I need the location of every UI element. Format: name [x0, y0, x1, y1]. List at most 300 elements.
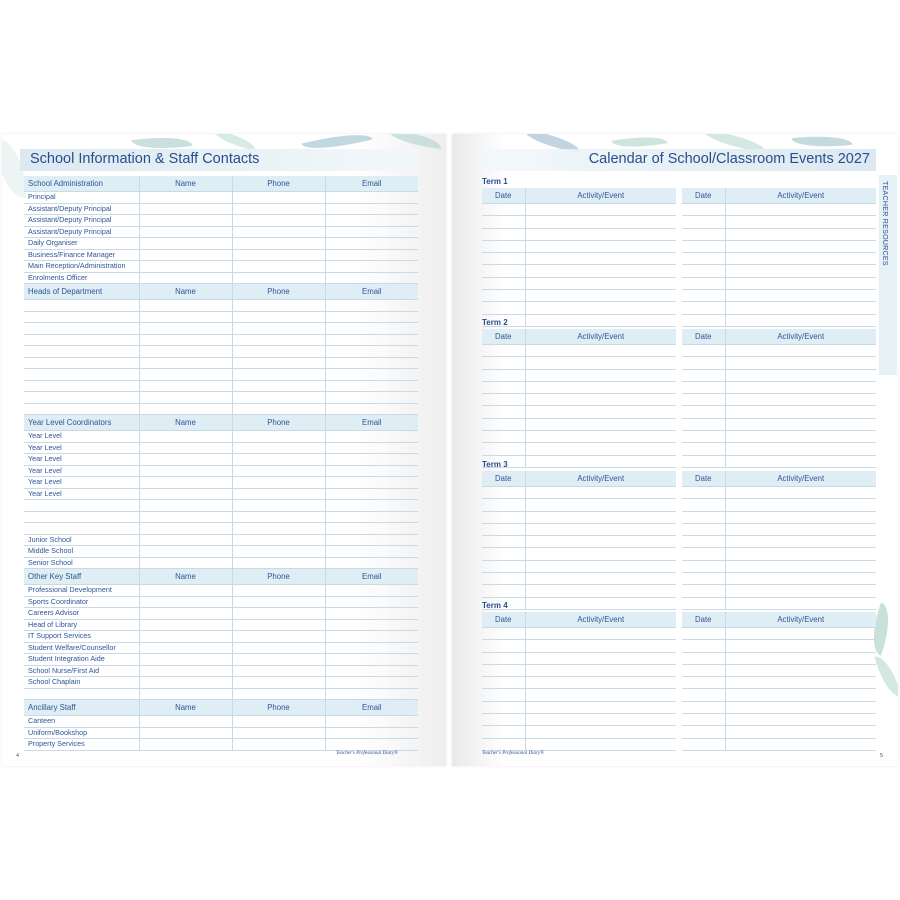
event-cell[interactable] [725, 573, 876, 585]
date-cell[interactable] [482, 431, 525, 443]
entry-cell[interactable] [325, 226, 418, 238]
entry-cell[interactable] [232, 249, 325, 261]
date-cell[interactable] [682, 726, 725, 738]
date-cell[interactable] [682, 499, 725, 511]
event-cell[interactable] [725, 290, 876, 302]
entry-cell[interactable] [232, 380, 325, 392]
entry-cell[interactable] [232, 192, 325, 204]
entry-cell[interactable] [139, 272, 232, 284]
date-cell[interactable] [682, 652, 725, 664]
entry-cell[interactable] [232, 334, 325, 346]
event-cell[interactable] [725, 640, 876, 652]
event-cell[interactable] [725, 487, 876, 499]
event-cell[interactable] [725, 536, 876, 548]
event-cell[interactable] [525, 277, 676, 289]
entry-cell[interactable] [325, 192, 418, 204]
entry-cell[interactable] [325, 546, 418, 558]
date-cell[interactable] [682, 560, 725, 572]
event-cell[interactable] [725, 431, 876, 443]
entry-cell[interactable] [325, 665, 418, 677]
event-cell[interactable] [525, 253, 676, 265]
entry-cell[interactable] [139, 192, 232, 204]
entry-cell[interactable] [139, 346, 232, 358]
entry-cell[interactable] [232, 619, 325, 631]
date-cell[interactable] [682, 418, 725, 430]
entry-cell[interactable] [325, 488, 418, 500]
entry-cell[interactable] [232, 500, 325, 512]
entry-cell[interactable] [325, 477, 418, 489]
event-cell[interactable] [525, 455, 676, 467]
event-cell[interactable] [525, 357, 676, 369]
entry-cell[interactable] [325, 465, 418, 477]
date-cell[interactable] [682, 216, 725, 228]
date-cell[interactable] [482, 677, 525, 689]
entry-cell[interactable] [139, 249, 232, 261]
event-cell[interactable] [525, 265, 676, 277]
event-cell[interactable] [725, 228, 876, 240]
entry-cell[interactable] [325, 380, 418, 392]
entry-cell[interactable] [232, 442, 325, 454]
entry-cell[interactable] [325, 261, 418, 273]
date-cell[interactable] [482, 265, 525, 277]
entry-cell[interactable] [232, 608, 325, 620]
entry-cell[interactable] [232, 557, 325, 569]
event-cell[interactable] [525, 345, 676, 357]
date-cell[interactable] [482, 357, 525, 369]
entry-cell[interactable] [325, 369, 418, 381]
date-cell[interactable] [482, 443, 525, 455]
entry-cell[interactable] [325, 238, 418, 250]
entry-cell[interactable] [325, 403, 418, 415]
event-cell[interactable] [725, 585, 876, 597]
event-cell[interactable] [525, 216, 676, 228]
entry-cell[interactable] [325, 557, 418, 569]
event-cell[interactable] [525, 204, 676, 216]
date-cell[interactable] [482, 369, 525, 381]
entry-cell[interactable] [232, 534, 325, 546]
date-cell[interactable] [482, 573, 525, 585]
event-cell[interactable] [525, 652, 676, 664]
entry-cell[interactable] [232, 631, 325, 643]
entry-cell[interactable] [325, 585, 418, 597]
date-cell[interactable] [482, 714, 525, 726]
entry-cell[interactable] [139, 380, 232, 392]
row-label: Careers Advisor [24, 608, 139, 620]
entry-cell[interactable] [325, 596, 418, 608]
date-cell[interactable] [682, 394, 725, 406]
entry-cell[interactable] [325, 215, 418, 227]
entry-cell[interactable] [139, 688, 232, 700]
event-cell[interactable] [525, 406, 676, 418]
event-cell[interactable] [525, 726, 676, 738]
entry-cell[interactable] [139, 431, 232, 443]
entry-cell[interactable] [325, 346, 418, 358]
date-cell[interactable] [482, 628, 525, 640]
event-cell[interactable] [525, 302, 676, 314]
event-cell[interactable] [525, 487, 676, 499]
event-cell[interactable] [525, 597, 676, 609]
entry-cell[interactable] [139, 357, 232, 369]
date-cell[interactable] [482, 652, 525, 664]
date-cell[interactable] [482, 560, 525, 572]
entry-cell[interactable] [325, 249, 418, 261]
date-cell[interactable] [682, 369, 725, 381]
date-cell[interactable] [482, 228, 525, 240]
table-row [482, 302, 676, 314]
date-cell[interactable] [682, 738, 725, 750]
entry-cell[interactable] [232, 465, 325, 477]
event-cell[interactable] [725, 738, 876, 750]
date-cell[interactable] [682, 664, 725, 676]
event-cell[interactable] [725, 677, 876, 689]
entry-cell[interactable] [232, 300, 325, 312]
table-row [682, 536, 876, 548]
section-header-row [24, 284, 418, 300]
event-cell[interactable] [725, 714, 876, 726]
event-cell[interactable] [525, 381, 676, 393]
event-cell[interactable] [525, 511, 676, 523]
event-cell[interactable] [525, 240, 676, 252]
date-cell[interactable] [482, 290, 525, 302]
date-cell[interactable] [482, 345, 525, 357]
table-row [482, 394, 676, 406]
entry-cell[interactable] [232, 511, 325, 523]
date-cell[interactable] [482, 253, 525, 265]
event-cell[interactable] [725, 253, 876, 265]
event-cell[interactable] [725, 369, 876, 381]
event-cell[interactable] [525, 664, 676, 676]
event-cell[interactable] [525, 689, 676, 701]
entry-cell[interactable] [139, 739, 232, 751]
event-cell[interactable] [525, 640, 676, 652]
date-cell[interactable] [682, 228, 725, 240]
date-cell[interactable] [482, 240, 525, 252]
date-cell[interactable] [682, 548, 725, 560]
entry-cell[interactable] [139, 546, 232, 558]
entry-cell[interactable] [232, 642, 325, 654]
entry-cell[interactable] [232, 403, 325, 415]
event-cell[interactable] [725, 302, 876, 314]
event-cell[interactable] [725, 443, 876, 455]
entry-cell[interactable] [325, 334, 418, 346]
entry-cell[interactable] [325, 523, 418, 535]
entry-cell[interactable] [232, 238, 325, 250]
entry-cell[interactable] [139, 608, 232, 620]
date-cell[interactable] [682, 253, 725, 265]
date-cell[interactable] [482, 277, 525, 289]
entry-cell[interactable] [139, 654, 232, 666]
entry-cell[interactable] [325, 677, 418, 689]
entry-cell[interactable] [139, 619, 232, 631]
date-cell[interactable] [682, 536, 725, 548]
date-cell[interactable] [482, 302, 525, 314]
entry-cell[interactable] [139, 727, 232, 739]
date-cell[interactable] [682, 597, 725, 609]
date-cell[interactable] [482, 499, 525, 511]
entry-cell[interactable] [139, 334, 232, 346]
table-row [24, 215, 418, 227]
date-cell[interactable] [482, 487, 525, 499]
date-cell[interactable] [482, 689, 525, 701]
entry-cell[interactable] [139, 311, 232, 323]
entry-cell[interactable] [139, 585, 232, 597]
entry-cell[interactable] [325, 642, 418, 654]
date-cell[interactable] [482, 394, 525, 406]
event-cell[interactable] [725, 548, 876, 560]
date-cell[interactable] [682, 689, 725, 701]
event-cell[interactable] [525, 418, 676, 430]
date-cell[interactable] [682, 204, 725, 216]
event-cell[interactable] [525, 536, 676, 548]
entry-cell[interactable] [232, 654, 325, 666]
entry-cell[interactable] [325, 739, 418, 751]
entry-cell[interactable] [232, 392, 325, 404]
event-cell[interactable] [525, 523, 676, 535]
entry-cell[interactable] [139, 500, 232, 512]
event-cell[interactable] [525, 548, 676, 560]
entry-cell[interactable] [325, 203, 418, 215]
entry-cell[interactable] [139, 403, 232, 415]
entry-cell[interactable] [325, 357, 418, 369]
table-row [682, 560, 876, 572]
date-cell[interactable] [482, 664, 525, 676]
event-cell[interactable] [725, 357, 876, 369]
event-cell[interactable] [725, 418, 876, 430]
event-cell[interactable] [725, 499, 876, 511]
date-cell[interactable] [682, 455, 725, 467]
event-cell[interactable] [525, 314, 676, 326]
entry-cell[interactable] [325, 654, 418, 666]
entry-cell[interactable] [325, 454, 418, 466]
date-cell[interactable] [482, 216, 525, 228]
entry-cell[interactable] [139, 665, 232, 677]
event-cell[interactable] [725, 726, 876, 738]
date-cell[interactable] [482, 406, 525, 418]
event-cell[interactable] [725, 597, 876, 609]
entry-cell[interactable] [232, 272, 325, 284]
date-cell[interactable] [682, 290, 725, 302]
entry-cell[interactable] [232, 261, 325, 273]
entry-cell[interactable] [232, 346, 325, 358]
date-cell[interactable] [682, 381, 725, 393]
entry-cell[interactable] [139, 261, 232, 273]
event-cell[interactable] [725, 204, 876, 216]
event-cell[interactable] [725, 277, 876, 289]
entry-cell[interactable] [232, 215, 325, 227]
date-cell[interactable] [482, 738, 525, 750]
event-cell[interactable] [525, 499, 676, 511]
event-cell[interactable] [725, 689, 876, 701]
table-row [24, 346, 418, 358]
entry-cell[interactable] [325, 442, 418, 454]
event-cell[interactable] [725, 265, 876, 277]
event-cell[interactable] [725, 216, 876, 228]
entry-cell[interactable] [325, 272, 418, 284]
date-cell[interactable] [682, 240, 725, 252]
entry-cell[interactable] [232, 323, 325, 335]
date-cell[interactable] [682, 406, 725, 418]
event-cell[interactable] [725, 314, 876, 326]
entry-cell[interactable] [325, 311, 418, 323]
event-cell[interactable] [725, 652, 876, 664]
date-cell[interactable] [682, 523, 725, 535]
entry-cell[interactable] [139, 557, 232, 569]
entry-cell[interactable] [232, 369, 325, 381]
entry-cell[interactable] [139, 454, 232, 466]
entry-cell[interactable] [232, 546, 325, 558]
entry-cell[interactable] [325, 716, 418, 728]
entry-cell[interactable] [139, 392, 232, 404]
entry-cell[interactable] [232, 716, 325, 728]
event-cell[interactable] [725, 560, 876, 572]
entry-cell[interactable] [325, 500, 418, 512]
event-cell[interactable] [725, 511, 876, 523]
event-cell[interactable] [525, 585, 676, 597]
date-cell[interactable] [682, 302, 725, 314]
entry-cell[interactable] [139, 300, 232, 312]
event-cell[interactable] [725, 701, 876, 713]
date-cell[interactable] [682, 487, 725, 499]
date-cell[interactable] [682, 511, 725, 523]
entry-cell[interactable] [139, 534, 232, 546]
event-cell[interactable] [525, 369, 676, 381]
entry-cell[interactable] [139, 238, 232, 250]
event-cell[interactable] [725, 345, 876, 357]
date-cell[interactable] [682, 714, 725, 726]
event-cell[interactable] [525, 290, 676, 302]
date-cell[interactable] [482, 536, 525, 548]
entry-cell[interactable] [232, 665, 325, 677]
date-cell[interactable] [682, 573, 725, 585]
event-cell[interactable] [525, 228, 676, 240]
event-cell[interactable] [725, 381, 876, 393]
event-cell[interactable] [525, 714, 676, 726]
date-cell[interactable] [682, 277, 725, 289]
event-cell[interactable] [525, 677, 676, 689]
entry-cell[interactable] [232, 311, 325, 323]
date-cell[interactable] [682, 701, 725, 713]
date-cell[interactable] [482, 585, 525, 597]
entry-cell[interactable] [139, 465, 232, 477]
entry-cell[interactable] [232, 477, 325, 489]
entry-cell[interactable] [325, 300, 418, 312]
event-cell[interactable] [525, 443, 676, 455]
column-header-date: Date [682, 329, 725, 345]
entry-cell[interactable] [325, 688, 418, 700]
date-cell[interactable] [482, 381, 525, 393]
event-cell[interactable] [725, 455, 876, 467]
entry-cell[interactable] [139, 716, 232, 728]
entry-cell[interactable] [325, 608, 418, 620]
entry-cell[interactable] [232, 585, 325, 597]
entry-cell[interactable] [325, 727, 418, 739]
date-cell[interactable] [682, 640, 725, 652]
date-cell[interactable] [682, 443, 725, 455]
entry-cell[interactable] [232, 739, 325, 751]
date-cell[interactable] [482, 523, 525, 535]
date-cell[interactable] [482, 726, 525, 738]
entry-cell[interactable] [139, 677, 232, 689]
column-header-name: Name [139, 415, 232, 431]
date-cell[interactable] [482, 640, 525, 652]
date-cell[interactable] [682, 585, 725, 597]
entry-cell[interactable] [139, 442, 232, 454]
entry-cell[interactable] [232, 727, 325, 739]
entry-cell[interactable] [232, 688, 325, 700]
entry-cell[interactable] [232, 596, 325, 608]
date-cell[interactable] [482, 701, 525, 713]
entry-cell[interactable] [325, 431, 418, 443]
date-cell[interactable] [682, 431, 725, 443]
date-cell[interactable] [682, 628, 725, 640]
entry-cell[interactable] [139, 523, 232, 535]
event-cell[interactable] [725, 628, 876, 640]
event-cell[interactable] [525, 573, 676, 585]
entry-cell[interactable] [139, 596, 232, 608]
event-cell[interactable] [725, 394, 876, 406]
entry-cell[interactable] [139, 477, 232, 489]
event-cell[interactable] [525, 738, 676, 750]
column-header-name: Name [139, 569, 232, 585]
entry-cell[interactable] [139, 631, 232, 643]
event-cell[interactable] [525, 431, 676, 443]
event-cell[interactable] [525, 560, 676, 572]
entry-cell[interactable] [232, 488, 325, 500]
date-cell[interactable] [682, 265, 725, 277]
event-cell[interactable] [725, 406, 876, 418]
date-cell[interactable] [682, 357, 725, 369]
entry-cell[interactable] [139, 323, 232, 335]
entry-cell[interactable] [232, 431, 325, 443]
entry-cell[interactable] [232, 226, 325, 238]
entry-cell[interactable] [232, 203, 325, 215]
entry-cell[interactable] [325, 534, 418, 546]
date-cell[interactable] [482, 548, 525, 560]
entry-cell[interactable] [325, 323, 418, 335]
entry-cell[interactable] [139, 511, 232, 523]
event-cell[interactable] [525, 394, 676, 406]
event-cell[interactable] [725, 523, 876, 535]
table-row [682, 597, 876, 609]
entry-cell[interactable] [139, 226, 232, 238]
entry-cell[interactable] [139, 488, 232, 500]
date-cell[interactable] [682, 314, 725, 326]
entry-cell[interactable] [325, 511, 418, 523]
entry-cell[interactable] [139, 203, 232, 215]
event-cell[interactable] [525, 628, 676, 640]
entry-cell[interactable] [232, 357, 325, 369]
entry-cell[interactable] [139, 369, 232, 381]
entry-cell[interactable] [232, 523, 325, 535]
table-row [24, 608, 418, 620]
event-cell[interactable] [525, 701, 676, 713]
entry-cell[interactable] [232, 454, 325, 466]
entry-cell[interactable] [232, 677, 325, 689]
date-cell[interactable] [482, 204, 525, 216]
date-cell[interactable] [482, 418, 525, 430]
event-cell[interactable] [725, 240, 876, 252]
date-cell[interactable] [682, 677, 725, 689]
entry-cell[interactable] [325, 631, 418, 643]
event-cell[interactable] [725, 664, 876, 676]
entry-cell[interactable] [139, 215, 232, 227]
entry-cell[interactable] [325, 619, 418, 631]
date-cell[interactable] [482, 511, 525, 523]
entry-cell[interactable] [139, 642, 232, 654]
entry-cell[interactable] [325, 392, 418, 404]
table-row [24, 500, 418, 512]
date-cell[interactable] [682, 345, 725, 357]
